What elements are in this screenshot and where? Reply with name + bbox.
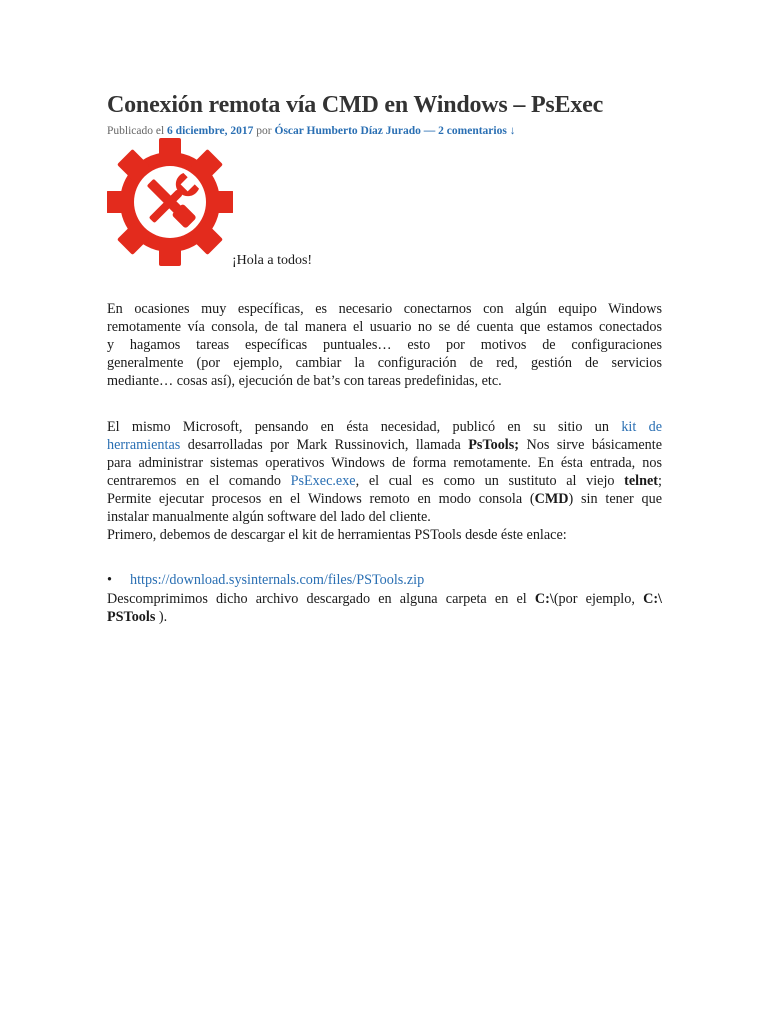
psexec-link[interactable]: PsExec.exe	[290, 473, 356, 489]
cmd-bold: CMD	[534, 491, 569, 507]
gear-tools-icon	[107, 138, 233, 266]
text-line: remotamente vía consola, de tal manera el usuario no se dé cuenta que estamos conectados	[107, 319, 662, 335]
text-fragment: centraremos en el comando	[107, 473, 291, 489]
text-line	[107, 472, 662, 490]
published-prefix: Publicado el	[107, 125, 165, 137]
pstools-paragraph	[107, 418, 662, 544]
herramientas-link[interactable]: herramientas	[107, 437, 181, 453]
text-line	[107, 490, 662, 508]
pstools-download-link[interactable]: https://download.sysinternals.com/files/PSTools.zip	[130, 572, 425, 588]
comments-link[interactable]: — 2 comentarios ↓	[423, 125, 516, 137]
author-link[interactable]: Óscar Humberto Díaz Jurado	[274, 125, 421, 137]
text-line: En ocasiones muy específicas, es necesario conectarnos con algún equipo Windows	[107, 301, 662, 317]
unzip-paragraph	[107, 590, 662, 626]
text-line: para administrar sistemas operativos Windows de forma remotamente. En ésta entrada, nos	[107, 455, 662, 471]
text-fragment: Permite ejecutar procesos en el Windows remoto en modo consola (	[107, 491, 535, 507]
telnet-bold: telnet	[624, 473, 659, 489]
greeting-text: ¡Hola a todos!	[232, 253, 313, 268]
text-line: y hagamos tareas específicas puntuales… esto por motivos de configuraciones	[107, 337, 662, 353]
post-title: Conexión remota vía CMD en Windows – PsExec	[107, 92, 604, 118]
path-bold: C:\	[534, 591, 554, 607]
text-fragment: ).	[155, 609, 168, 625]
text-line	[107, 436, 662, 454]
text-line: mediante… cosas así), ejecución de bat’s con tareas predefinidas, etc.	[107, 373, 502, 389]
text-fragment: Descomprimimos dicho archivo descargado en alguna carpeta en el	[107, 591, 535, 607]
kit-link[interactable]: kit de	[621, 419, 663, 435]
post-date-link[interactable]: 6 diciembre, 2017	[167, 125, 254, 137]
text-fragment: Nos sirve básicamente	[519, 437, 663, 453]
pstools-bold: PsTools;	[468, 437, 519, 453]
text-fragment: El mismo Microsoft, pensando en ésta necesidad, publicó en su sitio un	[107, 419, 609, 435]
text-fragment: ) sin tener que	[568, 491, 662, 507]
path-bold: PSTools	[107, 609, 156, 625]
intro-paragraph	[107, 300, 662, 390]
download-list-item	[107, 572, 424, 589]
path-bold: C:\	[643, 591, 662, 607]
text-fragment: desarrolladas por Mark Russinovich, llamada	[180, 437, 469, 453]
text-fragment: (por ejemplo,	[553, 591, 644, 607]
text-line: generalmente (por ejemplo, cambiar la configuración de red, gestión de servicios	[107, 355, 662, 371]
text-line: Primero, debemos de descargar el kit de herramientas PSTools desde éste enlace:	[107, 527, 567, 543]
by-label: por	[256, 125, 272, 137]
text-line: instalar manualmente algún software del lado del cliente.	[107, 509, 431, 525]
post-meta	[107, 125, 515, 137]
text-line	[107, 590, 662, 608]
bullet-marker: •	[107, 572, 112, 588]
text-line	[107, 418, 662, 436]
text-line	[107, 608, 662, 626]
text-fragment: ;	[658, 473, 662, 489]
text-fragment: , el cual es como un sustituto al viejo	[355, 473, 625, 489]
